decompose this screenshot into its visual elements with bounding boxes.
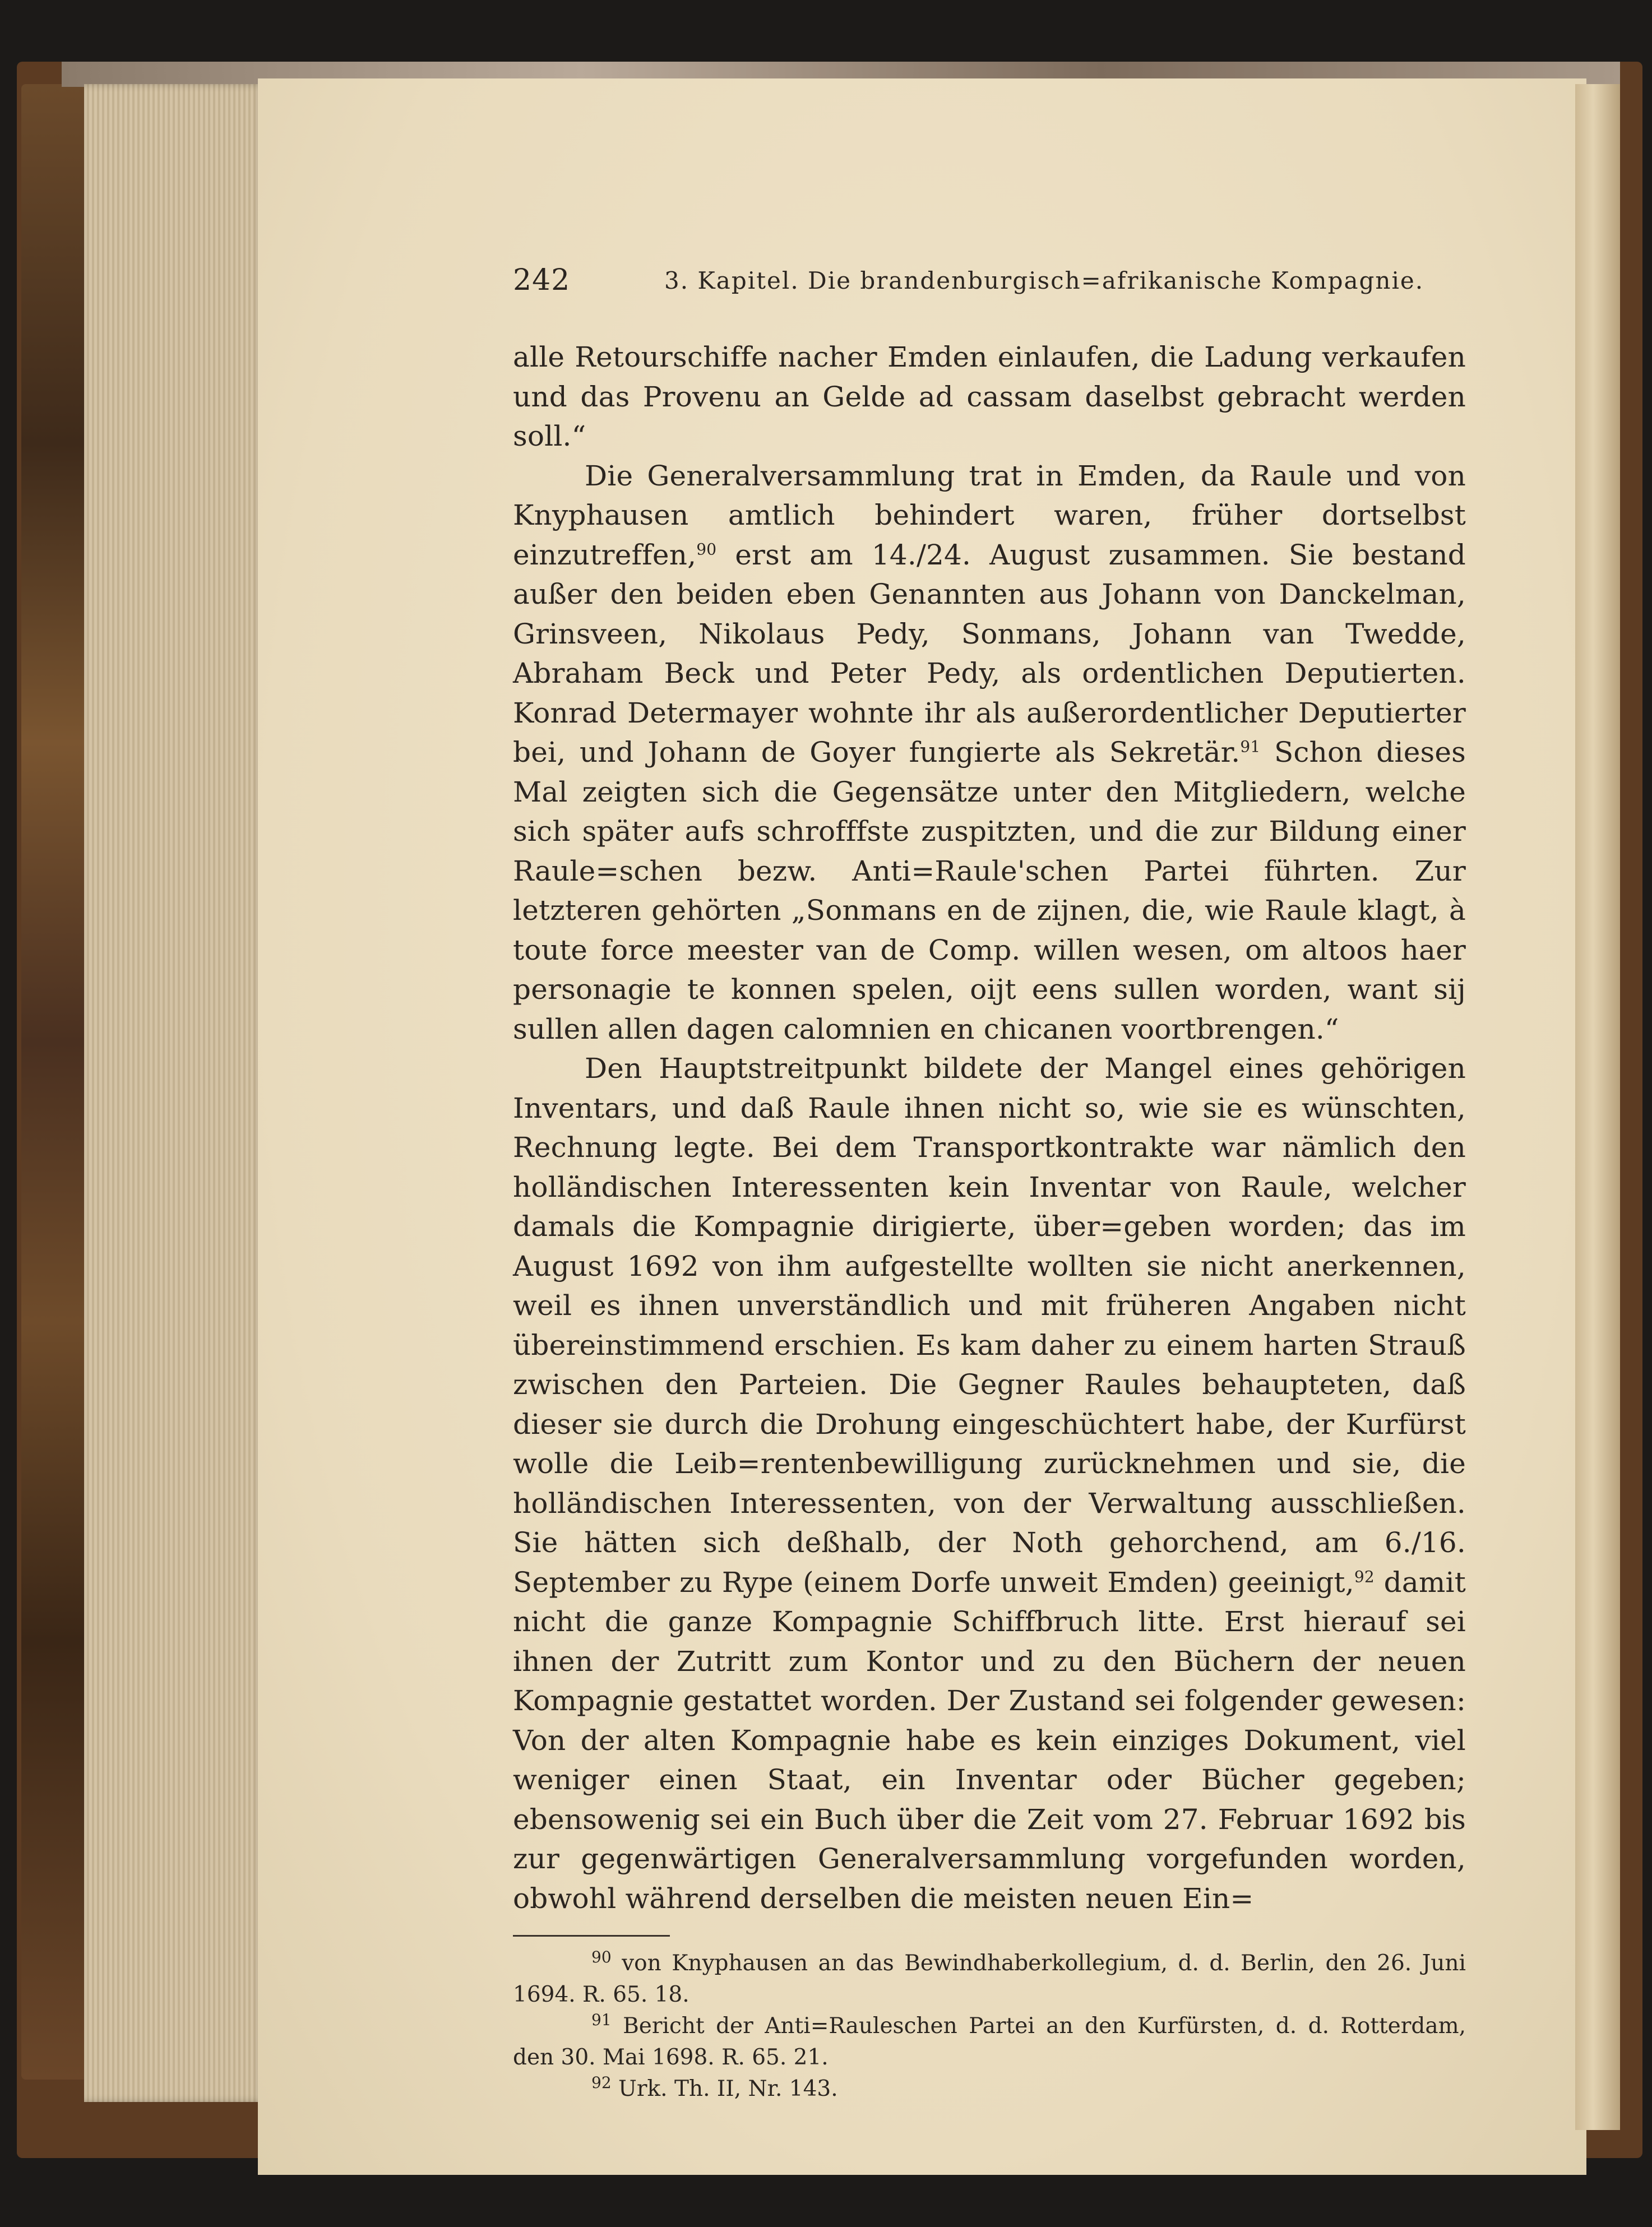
running-head: 3. Kapitel. Die brandenburgisch=afrikanische Kompagnie. (664, 267, 1424, 294)
footnote-text: Bericht der Anti=Rauleschen Partei an den Kurfürsten, d. d. Rotterdam, den 30. Mai 1698. R. 65. 21. (513, 2013, 1466, 2070)
footnote-number: 90 (591, 1948, 612, 1966)
paragraph-2 (513, 456, 1466, 1049)
footnote-92 (513, 2073, 1466, 2105)
page-stack-edges (84, 84, 263, 2102)
body-text (513, 337, 1466, 1918)
footnote-91 (513, 2011, 1466, 2073)
paragraph-3-text-b: damit nicht die ganze Kompagnie Schiffbruch litte. Erst hierauf sei ihnen der Zutritt zum Kontor und zu den Büchern der neuen Kompagnie gestattet worden. Der Zustand sei folgender gewesen: Von der alten Kompagnie habe es kein einziges Dokument, viel weniger einen Staat, ein Inventar oder Bücher gegeben; ebensowenig sei ein Buch über die Zeit vom 27. Februar 1692 bis zur gegenwärtigen Generalversammlung vorgefunden worden, obwohl während derselben die meisten neuen Ein= (513, 1566, 1466, 1915)
paragraph-1 (513, 337, 1466, 456)
page-content (513, 263, 1466, 2105)
footnote-ref-90: 90 (696, 539, 717, 558)
footnote-number: 91 (591, 2011, 612, 2029)
footnote-ref-92: 92 (1354, 1567, 1375, 1586)
footnotes (513, 1948, 1466, 2105)
book-gutter (1575, 84, 1620, 2130)
footnote-ref-91: 91 (1240, 737, 1261, 756)
footnote-text: von Knyphausen an das Bewindhaberkollegium, d. d. Berlin, den 26. Juni 1694. R. 65. 18. (513, 1951, 1466, 2007)
footnote-number: 92 (591, 2073, 612, 2092)
footnote-rule (513, 1935, 670, 1937)
marbled-spine (21, 84, 89, 2080)
paragraph-2-text-c: Schon dieses Mal zeigten sich die Gegensätze unter den Mitgliedern, welche sich später aufs schrofffste zuspitzten, und die zur Bildung einer Raule=schen bezw. Anti=Raule'schen Partei führten. Zur letzteren gehörten „Sonmans en de zijnen, die, wie Raule klagt, à toute force meester van de Comp. willen wesen, om altoos haer personagie te konnen spelen, oijt eens sullen worden, want sij sullen allen dagen calomnien en chicanen voortbrengen.“ (513, 736, 1466, 1045)
page-number: 242 (513, 263, 571, 297)
paragraph-1-text: alle Retourschiffe nacher Emden einlaufen, die Ladung verkaufen und das Provenu an Gelde ad cassam daselbst gebracht werden soll.“ (513, 341, 1466, 452)
footnote-90 (513, 1948, 1466, 2011)
footnote-text: Urk. Th. II, Nr. 143. (611, 2076, 838, 2101)
paragraph-2-text-a: Die Generalversammlung trat in Emden, da Raule und von Knyphausen amtlich behindert waren, früher dortselbst einzutreffen, (513, 459, 1466, 571)
paragraph-2-text-b: erst am 14./24. August zusammen. Sie bestand außer den beiden eben Genannten aus Johann von Danckelman, Grinsveen, Nikolaus Pedy, Sonmans, Johann van Twedde, Abraham Beck und Peter Pedy, als ordentlichen Deputierten. Konrad Determayer wohnte ihr als außerordentlicher Deputierter bei, und Johann de Goyer fungierte als Sekretär. (513, 538, 1466, 768)
paragraph-3 (513, 1049, 1466, 1918)
paragraph-3-text-a: Den Hauptstreitpunkt bildete der Mangel eines gehörigen Inventars, und daß Raule ihnen nicht so, wie sie es wünschten, Rechnung legte. Bei dem Transportkontrakte war nämlich den holländischen Interessenten kein Inventar von Raule, welcher damals die Kompagnie dirigierte, über=geben worden; das im August 1692 von ihm aufgestellte wollten sie nicht anerkennen, weil es ihnen unverständlich und mit früheren Angaben nicht übereinstimmend erschien. Es kam daher zu einem harten Strauß zwischen den Parteien. Die Gegner Raules behaupteten, daß dieser sie durch die Drohung eingeschüchtert habe, der Kurfürst wolle die Leib=rentenbewilligung zurücknehmen und sie, die holländischen Interessenten, von der Verwaltung ausschließen. Sie hätten sich deßhalb, der Noth gehorchend, am 6./16. September zu Rype (einem Dorfe unweit Emden) geeinigt, (513, 1052, 1466, 1599)
page-header (513, 263, 1466, 308)
